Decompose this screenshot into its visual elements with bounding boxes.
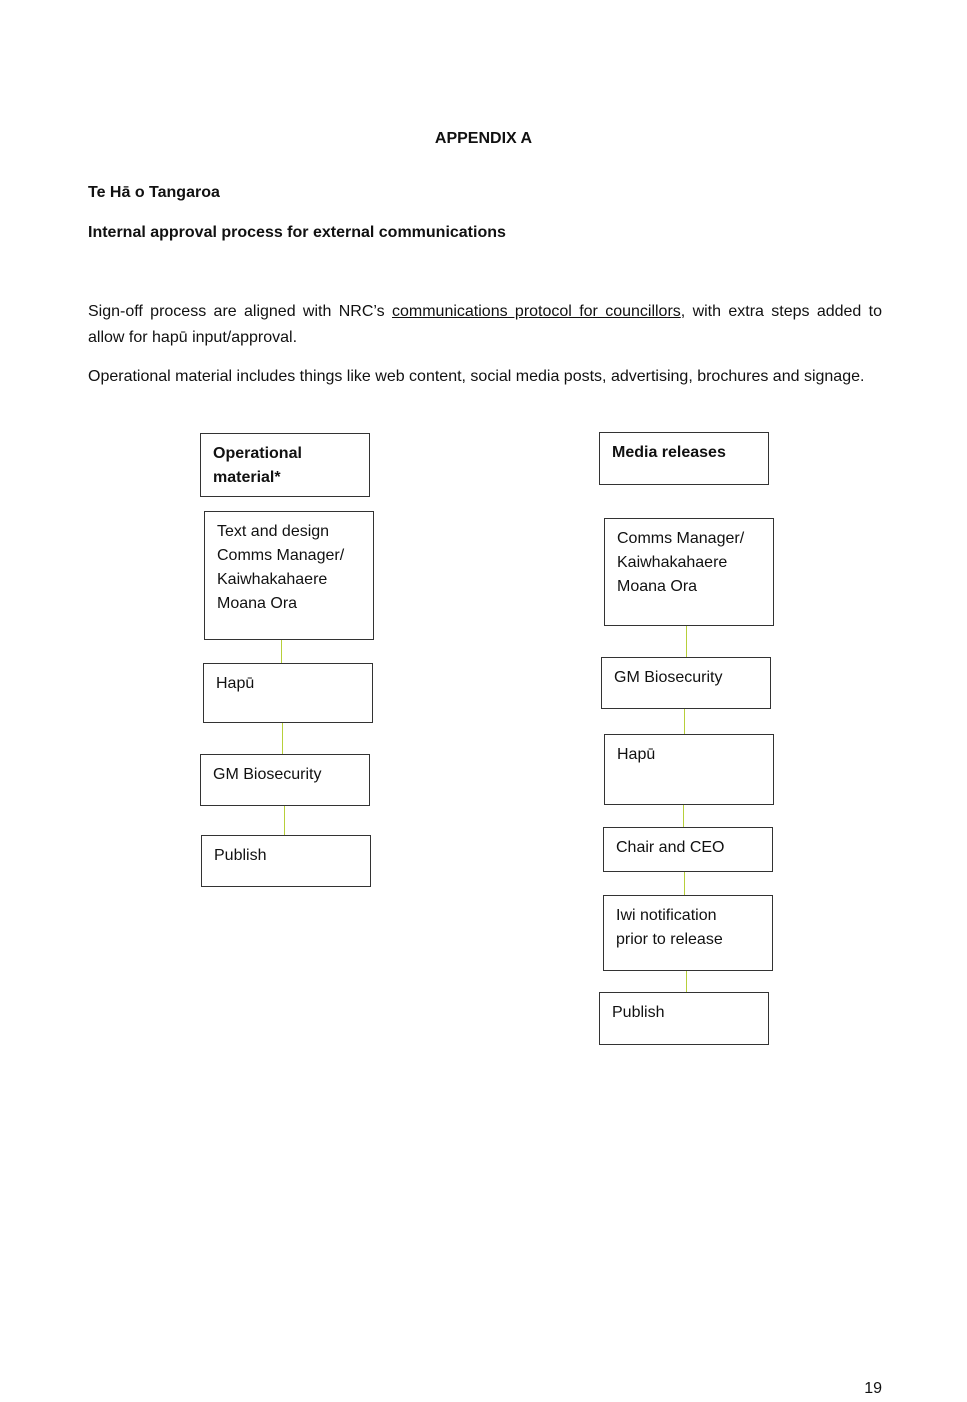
media-step-hapu: Hapū [604,734,774,805]
page-number: 19 [864,1380,882,1397]
media-releases-header: Media releases [599,432,769,485]
document-subtitle: Te Hā o Tangaroa [88,184,220,201]
media-connector-1 [686,626,687,657]
operational-step-comms: Text and design Comms Manager/ Kaiwhakahaere Moana Ora [204,511,374,640]
paragraph-text-end: , with extra steps added to allow for hapū input/approval. [88,303,883,346]
operational-step-hapu: Hapū [203,663,373,723]
communications-protocol-link[interactable]: communications protocol for councillors [392,303,681,320]
media-connector-2 [684,709,685,734]
operational-material-header: Operational material* [200,433,370,497]
media-step-comms: Comms Manager/ Kaiwhakahaere Moana Ora [604,518,774,626]
media-step-iwi-notification: Iwi notification prior to release [603,895,773,971]
operational-step-publish: Publish [201,835,371,887]
media-connector-5 [686,971,687,992]
operational-connector-2 [282,723,283,754]
operational-material-paragraph: Operational material includes things like web content, social media posts, advertising, brochures and signage. [88,368,865,385]
media-connector-4 [684,872,685,895]
media-step-publish: Publish [599,992,769,1045]
paragraph-text-start: Sign-off process are aligned with NRC’s [88,303,392,320]
appendix-title: APPENDIX A [434,130,533,147]
section-heading: Internal approval process for external communications [88,224,506,241]
operational-step-gm-biosecurity: GM Biosecurity [200,754,370,806]
operational-connector-3 [284,806,285,835]
intro-paragraph [88,299,882,351]
media-connector-3 [683,805,684,827]
operational-connector-1 [281,640,282,663]
media-step-gm-biosecurity: GM Biosecurity [601,657,771,709]
media-step-chair-ceo: Chair and CEO [603,827,773,872]
